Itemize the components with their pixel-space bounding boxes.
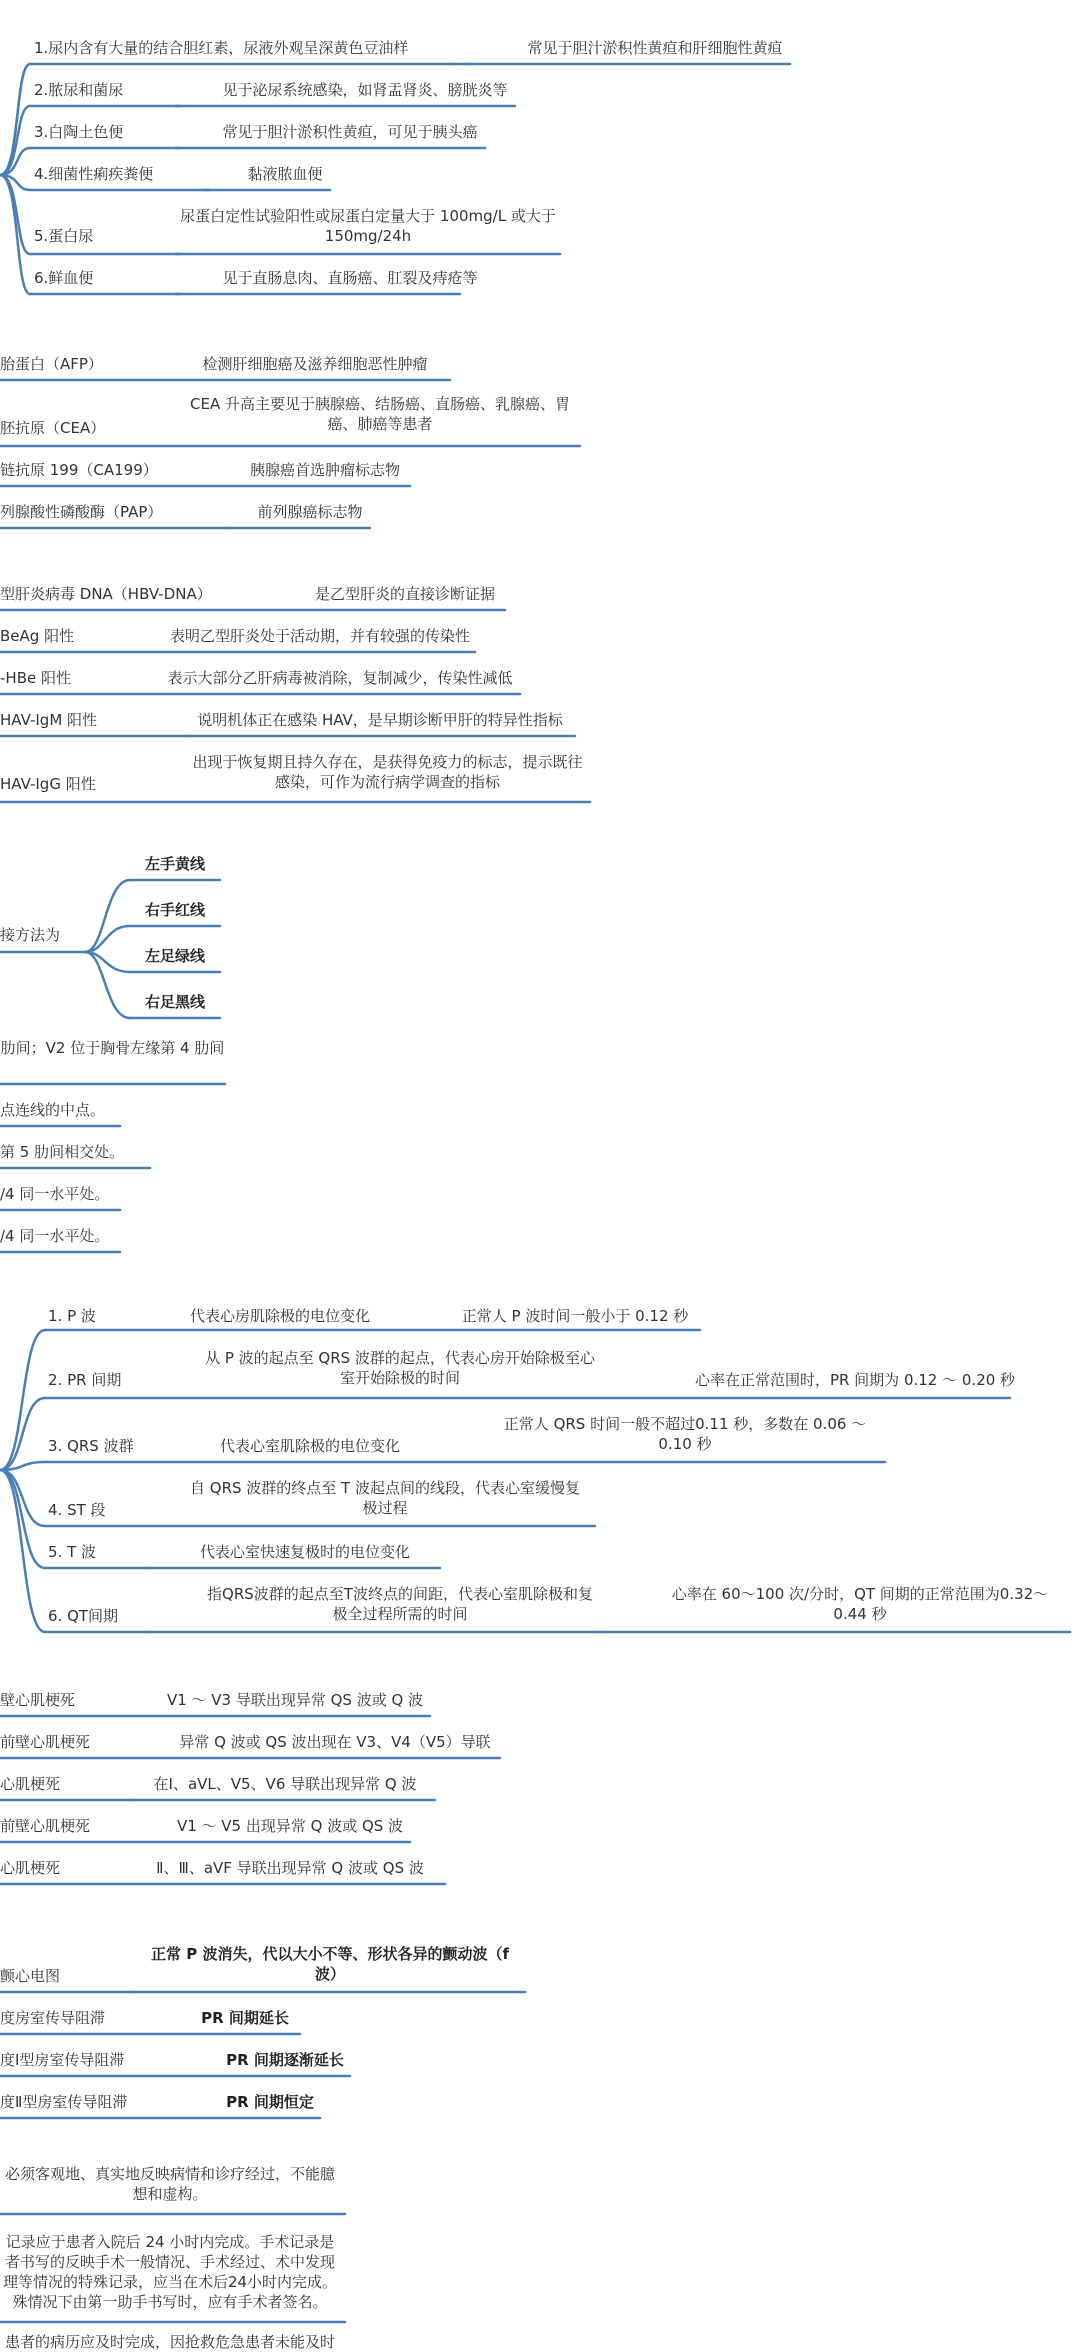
wave-item-note: 代表心室肌除极的电位变化 xyxy=(219,1437,400,1455)
infarct-item-note: 在Ⅰ、aVL、V5、V6 导联出现异常 Q 波 xyxy=(153,1775,417,1793)
tumor-item-note: 胰腺癌首选肿瘤标志物 xyxy=(249,461,400,479)
wave-item-extra: 正常人 P 波时间一般小于 0.12 秒 xyxy=(461,1307,689,1325)
tumor-item-note: 检测肝细胞癌及滋养细胞恶性肿瘤 xyxy=(202,355,428,373)
urine-item-note: 黏液脓血便 xyxy=(247,165,323,183)
wave-item-label: 3. QRS 波群 xyxy=(48,1437,134,1455)
urine-item-label: 6.鲜血便 xyxy=(34,269,94,287)
urine-item-note: 见于泌尿系统感染，如肾盂肾炎、膀胱炎等 xyxy=(222,81,508,99)
urine-item-label: 2.脓尿和菌尿 xyxy=(34,81,124,99)
limb-lead-3: 左足绿线 xyxy=(145,947,206,965)
hep-item-label: HAV-IgM 阳性 xyxy=(0,711,98,729)
record-item: 患者的病历应及时完成，因抢救危急患者未能及时 xyxy=(4,2333,335,2351)
arr-item-note: 正常 P 波消失，代以大小不等、形状各异的颤动波（f 波） xyxy=(151,1945,509,1983)
limb-lead-label: 接方法为 xyxy=(0,926,61,944)
wave-item-extra: 心率在正常范围时，PR 间期为 0.12 ～ 0.20 秒 xyxy=(694,1371,1016,1389)
chest-lead-item: 肋间；V2 位于胸骨左缘第 4 肋间 xyxy=(0,1039,225,1057)
hep-item-note: 表示大部分乙肝病毒被消除，复制减少，传染性减低 xyxy=(167,669,513,687)
infarct-item-label: 壁心肌梗死 xyxy=(0,1691,76,1709)
wave-item-label: 2. PR 间期 xyxy=(48,1371,122,1389)
wave-branch xyxy=(0,1470,45,1632)
hep-item-label: -HBe 阳性 xyxy=(0,669,71,687)
tumor-item-label: 胚抗原（CEA） xyxy=(0,419,106,437)
hep-item-note: 出现于恢复期且持久存在，是获得免疫力的标志，提示既往感染，可作为流行病学调查的指标 xyxy=(192,753,583,791)
tumor-item-label: 列腺酸性磷酸酶（PAP） xyxy=(0,503,163,521)
wave-item-note: 自 QRS 波群的终点至 T 波起点间的线段，代表心室缓慢复极过程 xyxy=(190,1479,580,1517)
wave-item-label: 1. P 波 xyxy=(48,1307,96,1325)
arr-item-label: 度房室传导阻滞 xyxy=(0,2009,106,2027)
limb-branch xyxy=(85,952,130,1018)
limb-lead-1: 左手黄线 xyxy=(145,855,206,873)
wave-item-label: 5. T 波 xyxy=(48,1543,97,1561)
infarct-item-note: Ⅱ、Ⅲ、aVF 导联出现异常 Q 波或 QS 波 xyxy=(156,1859,424,1877)
spine-curve xyxy=(0,64,30,175)
limb-lead-2: 右手红线 xyxy=(145,901,206,919)
infarct-item-note: V1 ～ V3 导联出现异常 QS 波或 Q 波 xyxy=(166,1691,424,1709)
arr-item-label: 度Ⅱ型房室传导阻滞 xyxy=(0,2093,128,2111)
record-item: 记录应于患者入院后 24 小时内完成。手术记录是者书写的反映手术一般情况、手术经过、术中发现理等情况的特殊记录，应当在术后24小时内完成。殊情况下由第一助手书写时，应有手术者签名。 xyxy=(2,2233,338,2311)
chest-lead-item: 第 5 肋间相交处。 xyxy=(0,1143,125,1161)
hep-item-note: 是乙型肝炎的直接诊断证据 xyxy=(314,585,495,603)
wave-branch xyxy=(0,1398,45,1470)
hep-item-label: HAV-IgG 阳性 xyxy=(0,775,96,793)
urine-item-label: 5.蛋白尿 xyxy=(34,227,94,245)
wave-item-extra: 心率在 60～100 次/分时，QT 间期的正常范围为0.32～0.44 秒 xyxy=(671,1585,1049,1623)
tumor-item-label: 胎蛋白（AFP） xyxy=(0,355,103,373)
chest-lead-item: /4 同一水平处。 xyxy=(0,1185,110,1203)
wave-item-note: 指QRS波群的起点至T波终点的间距，代表心室肌除极和复极全过程所需的时间 xyxy=(207,1585,593,1623)
infarct-item-label: 前壁心肌梗死 xyxy=(0,1817,91,1835)
arr-item-note: PR 间期逐渐延长 xyxy=(226,2051,344,2069)
chest-lead-item: 点连线的中点。 xyxy=(0,1101,106,1119)
urine-item-note: 见于直肠息肉、直肠癌、肛裂及痔疮等 xyxy=(222,269,478,287)
urine-item-note: 常见于胆汁淤积性黄疸和肝细胞性黄疸 xyxy=(527,39,783,57)
tumor-item-note: CEA 升高主要见于胰腺癌、结肠癌、直肠癌、乳腺癌、胃癌、肺癌等患者 xyxy=(190,395,570,433)
urine-item-label: 4.细菌性痢疾粪便 xyxy=(34,165,154,183)
record-item: 必须客观地、真实地反映病情和诊疗经过，不能臆想和虚构。 xyxy=(4,2165,335,2203)
infarct-item-label: 心肌梗死 xyxy=(0,1859,61,1877)
wave-item-note: 从 P 波的起点至 QRS 波群的起点，代表心房开始除极至心室开始除极的时间 xyxy=(205,1349,595,1387)
tumor-item-note: 前列腺癌标志物 xyxy=(257,503,363,521)
infarct-item-note: 异常 Q 波或 QS 波出现在 V3、V4（V5）导联 xyxy=(179,1733,491,1751)
limb-lead-4: 右足黑线 xyxy=(145,993,206,1011)
urine-item-label: 1.尿内含有大量的结合胆红素，尿液外观呈深黄色豆油样 xyxy=(34,39,409,57)
infarct-item-label: 心肌梗死 xyxy=(0,1775,61,1793)
arr-item-label: 颤心电图 xyxy=(0,1967,61,1985)
urine-item-note: 常见于胆汁淤积性黄疸，可见于胰头癌 xyxy=(222,123,478,141)
urine-item-label: 3.白陶土色便 xyxy=(34,123,124,141)
wave-item-label: 6. QT间期 xyxy=(48,1607,119,1625)
hep-item-label: BeAg 阳性 xyxy=(0,627,75,645)
tumor-item-label: 链抗原 199（CA199） xyxy=(0,461,158,479)
urine-branch xyxy=(0,175,30,294)
arr-item-note: PR 间期恒定 xyxy=(226,2093,314,2111)
urine-branch xyxy=(0,64,30,175)
wave-item-note: 代表心房肌除极的电位变化 xyxy=(189,1307,370,1325)
hep-item-note: 说明机体正在感染 HAV，是早期诊断甲肝的特异性指标 xyxy=(197,711,563,729)
limb-branch xyxy=(85,880,130,952)
chest-lead-item: /4 同一水平处。 xyxy=(0,1227,110,1245)
infarct-item-label: 前壁心肌梗死 xyxy=(0,1733,91,1751)
arr-item-note: PR 间期延长 xyxy=(201,2009,289,2027)
infarct-item-note: V1 ～ V5 出现异常 Q 波或 QS 波 xyxy=(176,1817,404,1835)
wave-item-label: 4. ST 段 xyxy=(48,1501,106,1519)
wave-item-note: 代表心室快速复极时的电位变化 xyxy=(199,1543,410,1561)
urine-item-note: 尿蛋白定性试验阳性或尿蛋白定量大于 100mg/L 或大于 150mg/24h xyxy=(180,207,556,245)
hep-item-label: 型肝炎病毒 DNA（HBV-DNA） xyxy=(0,585,212,603)
hep-item-note: 表明乙型肝炎处于活动期，并有较强的传染性 xyxy=(169,627,470,645)
wave-item-extra: 正常人 QRS 时间一般不超过0.11 秒，多数在 0.06 ～ 0.10 秒 xyxy=(503,1415,867,1453)
arr-item-label: 度Ⅰ型房室传导阻滞 xyxy=(0,2051,125,2069)
